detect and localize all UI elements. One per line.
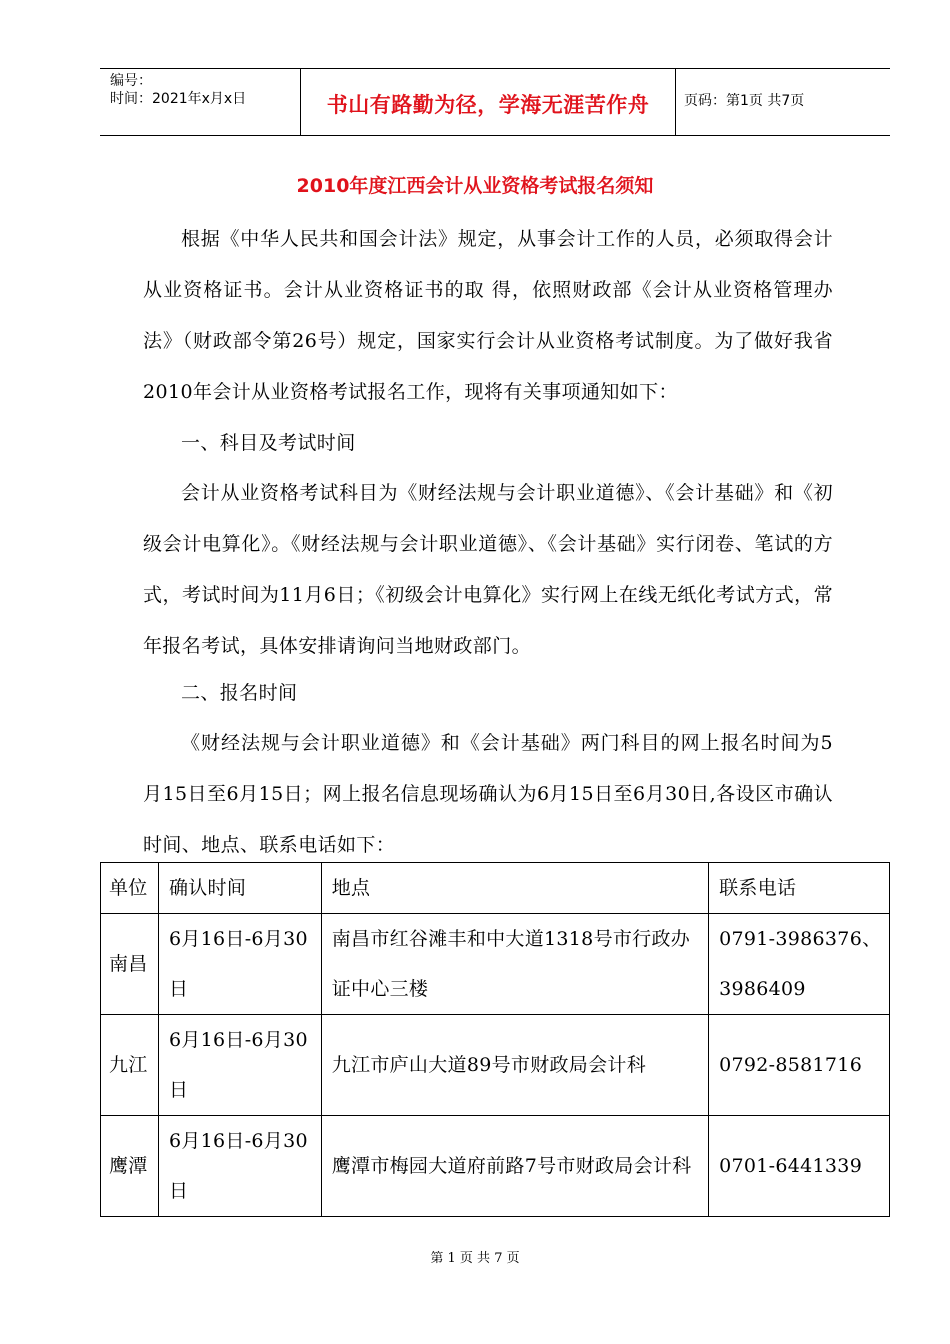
paragraph-subjects: 会计从业资格考试科目为《财经法规与会计职业道德》、《会计基础》和《初级会计电算化》。《财经法规与会计职业道德》、《会计基础》实行闭卷、笔试的方式，考试时间为11月6日；《初级会计电算化》实行网上在线无纸化考试方式，常年报名考试，具体安排请询问当地财政部门。 [143, 482, 833, 657]
header-cell-time: 确认时间 [158, 863, 321, 914]
cell-time: 6月16日-6月30日 [158, 1116, 321, 1217]
motto-text: 书山有路勤为径，学海无涯苦作舟 [326, 93, 650, 117]
header-cell-unit: 单位 [101, 863, 159, 914]
table-row [101, 1116, 890, 1217]
document-title: 2010年度江西会计从业资格考试报名须知 [296, 175, 654, 197]
section-heading-2: 二、报名时间 [181, 682, 298, 704]
cell-time: 6月16日-6月30日 [158, 914, 321, 1015]
cell-unit: 九江 [101, 1015, 159, 1116]
paragraph-intro: 根据《中华人民共和国会计法》规定，从事会计工作的人员，必须取得会计从业资格证书。会计从业资格证书的取 得，依照财政部《会计从业资格管理办法》（财政部令第26号）规定，国家实行会计从业资格考试制度。为了做好我省2010年会计从业资格考试报名工作，现将有关事项通知如下： [143, 228, 833, 403]
time-label: 时间：2021年x月x日 [110, 91, 247, 107]
cell-phone: 0791-3986376、3986409 [709, 914, 890, 1015]
cell-place: 鹰潭市梅园大道府前路7号市财政局会计科 [321, 1116, 708, 1217]
section-heading-1: 一、科目及考试时间 [181, 432, 356, 454]
table-row [101, 1015, 890, 1116]
cell-place: 南昌市红谷滩丰和中大道1318号市行政办证中心三楼 [321, 914, 708, 1015]
number-label: 编号： [110, 73, 152, 89]
header-cell-place: 地点 [321, 863, 708, 914]
cell-unit: 鹰潭 [101, 1116, 159, 1217]
cell-phone: 0792-8581716 [709, 1015, 890, 1116]
cell-place: 九江市庐山大道89号市财政局会计科 [321, 1015, 708, 1116]
document-header [100, 68, 890, 136]
confirmation-table [100, 862, 890, 1217]
paragraph-registration: 《财经法规与会计职业道德》和《会计基础》两门科目的网上报名时间为5月15日至6月15日；网上报名信息现场确认为6月15日至6月30日,各设区市确认时间、地点、联系电话如下： [143, 732, 833, 856]
header-page-cell [676, 69, 890, 135]
header-motto-cell [300, 69, 676, 135]
cell-unit: 南昌 [101, 914, 159, 1015]
page-footer: 第 1 页 共 7 页 [430, 1251, 520, 1266]
page-label: 页码：第1页 共7页 [684, 93, 805, 109]
cell-phone: 0701-6441339 [709, 1116, 890, 1217]
header-cell-phone: 联系电话 [709, 863, 890, 914]
cell-time: 6月16日-6月30日 [158, 1015, 321, 1116]
table-row [101, 914, 890, 1015]
header-meta-cell [100, 69, 300, 135]
table-header-row [101, 863, 890, 914]
